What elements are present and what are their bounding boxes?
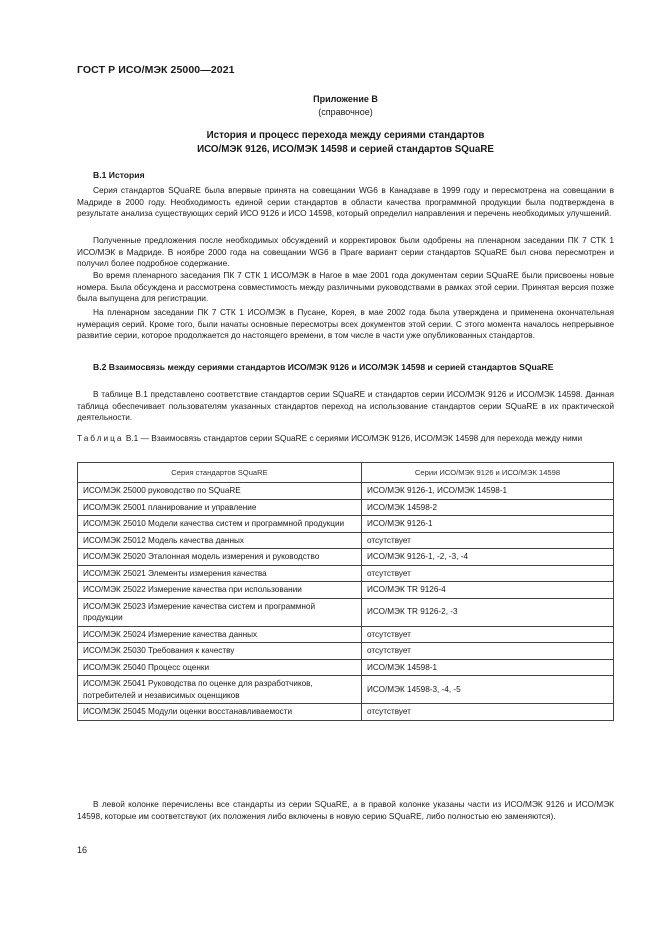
table-row	[78, 626, 614, 643]
page-number: 16	[77, 845, 88, 855]
section-b1-paragraph-1: Серия стандартов SQuaRE была впервые принята на совещании WG6 в Канадзаве в 1999 году и пересмотрена на совещании в Мадриде в 2000 году. Необходимость единой серии стандартов в области качества программной продукции была подтверждена в результате анализа существующих серий ИСО 9126 и ИСО 14598, который определил направления и перечень необходимых улучшений.	[77, 185, 614, 218]
column-header-iso-9126-14598: Серии ИСО/МЭК 9126 и ИСО/МЭК 14598	[362, 463, 614, 483]
table-caption-label: Таблица	[77, 433, 124, 443]
table-cell: отсутствует	[362, 643, 614, 660]
table-row	[78, 582, 614, 599]
table-cell: ИСО/МЭК 25000 руководство по SQuaRE	[78, 483, 362, 500]
standard-code-header: ГОСТ Р ИСО/МЭК 25000—2021	[77, 64, 235, 76]
table-cell: ИСО/МЭК 25041 Руководства по оценке для разработчиков, потребителей и независимых оценщиков	[78, 676, 362, 704]
table-row	[78, 643, 614, 660]
table-cell: ИСО/МЭК TR 9126-2, -3	[362, 598, 614, 626]
table-cell: ИСО/МЭК 25020 Эталонная модель измерения и руководство	[78, 549, 362, 566]
table-cell: ИСО/МЭК 9126-1	[362, 516, 614, 533]
table-row	[78, 499, 614, 516]
table-row	[78, 549, 614, 566]
table-row	[78, 483, 614, 500]
section-b1-paragraph-2: Полученные предложения после необходимых обсуждений и корректировок были одобрены на пленарном заседании ПК 7 СТК 1 ИСО/МЭК в Мадриде. В ноябре 2000 года на совещании WG6 в Праге вариант серии стандартов SQuaRE был снова пересмотрен и получил более подробное содержание.	[77, 235, 614, 268]
table-cell: ИСО/МЭК 25010 Модели качества систем и программной продукции	[78, 516, 362, 533]
annex-heading-line-2: ИСО/МЭК 9126, ИСО/МЭК 14598 и серией стандартов SQuaRE	[197, 144, 494, 155]
table-cell: ИСО/МЭК 25024 Измерение качества данных	[78, 626, 362, 643]
table-cell: отсутствует	[362, 704, 614, 721]
table-cell: отсутствует	[362, 532, 614, 549]
table-cell: ИСО/МЭК 14598-1	[362, 659, 614, 676]
section-b2-paragraph: В таблице B.1 представлено соответствие стандартов серии SQuaRE и стандартов серии ИСО/МЭК 9126 и ИСО/МЭК 14598. Данная таблица обеспечивает пользователям указанных стандартов переход на использование стандартов серии SQuaRE в их практической деятельности.	[77, 389, 614, 422]
column-header-square: Серия стандартов SQuaRE	[78, 463, 362, 483]
table-cell: ИСО/МЭК 9126-1, -2, -3, -4	[362, 549, 614, 566]
section-b1-paragraph-3: Во время пленарного заседания ПК 7 СТК 1 ИСО/МЭК в Нагое в мае 2001 года документам серии SQuaRE были присвоены новые номера. Была обсуждена и рассмотрена совместимость между различными руководствами в рамках этой серии. Принятая версия позже была выпущена для регистрации.	[77, 270, 614, 303]
closing-paragraph: В левой колонке перечислены все стандарты из серии SQuaRE, а в правой колонке указаны части из ИСО/МЭК 9126 и ИСО/МЭК 14598, которые им соответствуют (их положения либо включены в новую серию SQuaRE, либо полностью ею заменяются).	[77, 799, 614, 821]
table-row	[78, 532, 614, 549]
table-row	[78, 516, 614, 533]
table-cell: ИСО/МЭК 25022 Измерение качества при использовании	[78, 582, 362, 599]
table-cell: отсутствует	[362, 565, 614, 582]
standards-correspondence-table	[77, 462, 614, 721]
table-row	[78, 659, 614, 676]
table-cell: отсутствует	[362, 626, 614, 643]
section-b1-title: B.1 История	[93, 170, 145, 180]
table-row	[78, 704, 614, 721]
table-cell: ИСО/МЭК 25030 Требования к качеству	[78, 643, 362, 660]
table-row	[78, 565, 614, 582]
table-cell: ИСО/МЭК 14598-2	[362, 499, 614, 516]
section-b1-paragraph-4: На пленарном заседании ПК 7 СТК 1 ИСО/МЭК в Пусане, Корея, в мае 2002 года была утверждена и применена окончательная нумерация серий. Кроме того, были начаты основные пересмотры всех документов этой серии. С этого момента началось непрерывное развитие серии, которое продолжается до настоящего времени, в том числе в части уже опубликованных стандартов.	[77, 307, 614, 340]
table-cell: ИСО/МЭК 9126-1, ИСО/МЭК 14598-1	[362, 483, 614, 500]
table-cell: ИСО/МЭК 25023 Измерение качества систем и программной продукции	[78, 598, 362, 626]
table-cell: ИСО/МЭК 25001 планирование и управление	[78, 499, 362, 516]
table-cell: ИСО/МЭК TR 9126-4	[362, 582, 614, 599]
section-b2-title: B.2 Взаимосвязь между сериями стандартов ИСО/МЭК 9126 и ИСО/МЭК 14598 и серией стандартов SQuaRE	[93, 362, 554, 372]
table-row	[78, 676, 614, 704]
table-cell: ИСО/МЭК 14598-3, -4, -5	[362, 676, 614, 704]
annex-subtitle: (справочное)	[318, 107, 373, 117]
table-cell: ИСО/МЭК 25012 Модель качества данных	[78, 532, 362, 549]
annex-heading-line-1: История и процесс перехода между сериями стандартов	[206, 130, 485, 141]
table-cell: ИСО/МЭК 25040 Процесс оценки	[78, 659, 362, 676]
table-cell: ИСО/МЭК 25021 Элементы измерения качества	[78, 565, 362, 582]
annex-title: Приложение B	[313, 94, 378, 104]
table-caption-text: B.1 — Взаимосвязь стандартов серии SQuaRE с сериями ИСО/МЭК 9126, ИСО/МЭК 14598 для перехода между ними	[123, 433, 583, 443]
table-cell: ИСО/МЭК 25045 Модули оценки восстанавливаемости	[78, 704, 362, 721]
table-header-row	[78, 463, 614, 483]
annex-heading	[77, 129, 614, 157]
table-row	[78, 598, 614, 626]
table-caption	[77, 433, 614, 445]
